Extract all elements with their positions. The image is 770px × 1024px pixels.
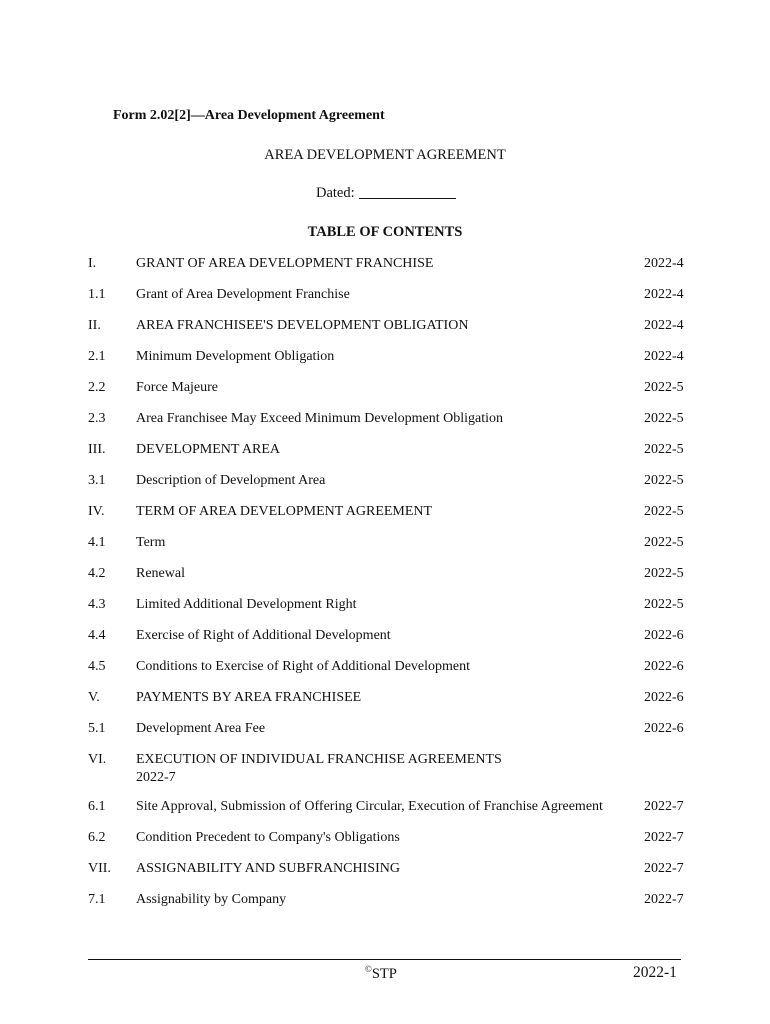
toc-entry-title: TERM OF AREA DEVELOPMENT AGREEMENT — [136, 504, 433, 519]
toc-entry-title: Renewal — [136, 566, 185, 581]
document-title: AREA DEVELOPMENT AGREEMENT — [264, 147, 506, 163]
toc-entry — [88, 534, 688, 565]
toc-entry-title: AREA FRANCHISEE'S DEVELOPMENT OBLIGATION — [136, 318, 469, 333]
toc-entry-number: 2.1 — [88, 349, 106, 364]
toc-entry-number: 4.1 — [88, 535, 106, 550]
toc-entry — [88, 891, 688, 922]
publisher-name: STP — [371, 965, 397, 982]
toc-entry — [88, 751, 688, 798]
dated-line-block — [316, 185, 456, 202]
toc-entry-number: 2.2 — [88, 380, 106, 395]
toc-entry-page: 2022-6 — [644, 721, 684, 736]
toc-entry-page: 2022-7 — [644, 861, 684, 876]
toc-entry-number: 4.5 — [88, 659, 106, 674]
dated-blank[interactable] — [359, 198, 456, 199]
toc-entry — [88, 348, 688, 379]
toc-entry — [88, 472, 688, 503]
toc-entry-page: 2022-7 — [644, 799, 684, 814]
toc-entry-title: EXECUTION OF INDIVIDUAL FRANCHISE AGREEMENTS — [136, 752, 502, 767]
toc-entry-page: 2022-5 — [644, 473, 684, 488]
toc-entry-page: 2022-4 — [644, 349, 684, 364]
toc-entry — [88, 441, 688, 472]
toc-entry-number: 2.3 — [88, 411, 106, 426]
toc-entry-page: 2022-7 — [136, 770, 176, 785]
toc-entry-number: IV. — [88, 504, 105, 519]
toc-entry-page: 2022-5 — [644, 411, 684, 426]
toc-entry-number: 6.1 — [88, 799, 106, 814]
toc-entry-page: 2022-6 — [644, 628, 684, 643]
copyright-symbol: © — [365, 964, 372, 974]
toc-entry-title: Exercise of Right of Additional Development — [136, 628, 391, 643]
toc-entry-title: Minimum Development Obligation — [136, 349, 335, 364]
toc-entry — [88, 829, 688, 860]
toc-entry-title: PAYMENTS BY AREA FRANCHISEE — [136, 690, 362, 705]
toc-entry-title: Development Area Fee — [136, 721, 266, 736]
toc-entry-number: V. — [88, 690, 100, 705]
toc-entry-page: 2022-5 — [644, 535, 684, 550]
toc-entry-number: 3.1 — [88, 473, 106, 488]
footer-publisher — [365, 964, 397, 983]
toc-entry-page: 2022-7 — [644, 830, 684, 845]
toc-entry-number: VI. — [88, 752, 107, 767]
toc-entry-number: 6.2 — [88, 830, 106, 845]
toc-entry-page: 2022-5 — [644, 504, 684, 519]
footer-divider — [88, 959, 681, 960]
toc-entry-number: 5.1 — [88, 721, 106, 736]
toc-entry — [88, 565, 688, 596]
toc-entry — [88, 798, 688, 829]
toc-entry — [88, 720, 688, 751]
toc-title: TABLE OF CONTENTS — [307, 224, 463, 240]
toc-entry-page: 2022-5 — [644, 380, 684, 395]
toc-entry-page: 2022-6 — [644, 659, 684, 674]
toc-entry-number: 7.1 — [88, 892, 106, 907]
toc-entry — [88, 860, 688, 891]
toc-entry — [88, 410, 688, 441]
toc-entry-title: Grant of Area Development Franchise — [136, 287, 350, 302]
toc-entry-title: Limited Additional Development Right — [136, 597, 357, 612]
footer-page-number: 2022-1 — [633, 964, 677, 981]
toc-entry-number: II. — [88, 318, 101, 333]
toc-entry-number: 1.1 — [88, 287, 106, 302]
toc-entry-page: 2022-5 — [644, 597, 684, 612]
toc-entry-title: Term — [136, 535, 166, 550]
toc-entry — [88, 379, 688, 410]
toc-entry-page: 2022-7 — [644, 892, 684, 907]
toc-entry-title: Site Approval, Submission of Offering Circular, Execution of Franchise Agreement — [136, 799, 603, 814]
dated-label: Dated: — [316, 185, 355, 201]
table-of-contents — [88, 255, 688, 922]
toc-entry-number: III. — [88, 442, 106, 457]
toc-entry-number: 4.4 — [88, 628, 106, 643]
toc-entry-title: ASSIGNABILITY AND SUBFRANCHISING — [136, 861, 400, 876]
toc-entry — [88, 503, 688, 534]
toc-entry-page: 2022-4 — [644, 256, 684, 271]
toc-entry — [88, 627, 688, 658]
toc-entry-number: 4.2 — [88, 566, 106, 581]
toc-entry — [88, 596, 688, 627]
toc-entry-page: 2022-5 — [644, 566, 684, 581]
toc-entry-page: 2022-4 — [644, 318, 684, 333]
toc-entry-title: GRANT OF AREA DEVELOPMENT FRANCHISE — [136, 256, 434, 271]
toc-entry-title: Area Franchisee May Exceed Minimum Development Obligation — [136, 411, 504, 426]
toc-entry — [88, 286, 688, 317]
toc-entry-title: Description of Development Area — [136, 473, 326, 488]
toc-entry-page: 2022-5 — [644, 442, 684, 457]
toc-entry-title: Force Majeure — [136, 380, 219, 395]
toc-entry-title: Conditions to Exercise of Right of Additional Development — [136, 659, 471, 674]
toc-entry-page: 2022-6 — [644, 690, 684, 705]
toc-entry-title-wrapped — [136, 751, 644, 798]
toc-entry — [88, 689, 688, 720]
toc-entry — [88, 317, 688, 348]
toc-entry — [88, 255, 688, 286]
form-title: Form 2.02[2]—Area Development Agreement — [113, 108, 385, 123]
toc-entry-number: I. — [88, 256, 97, 271]
toc-entry — [88, 658, 688, 689]
toc-entry-title: Assignability by Company — [136, 892, 287, 907]
toc-entry-title: DEVELOPMENT AREA — [136, 442, 281, 457]
toc-entry-number: VII. — [88, 861, 111, 876]
toc-entry-page: 2022-4 — [644, 287, 684, 302]
toc-entry-title: Condition Precedent to Company's Obligations — [136, 830, 400, 845]
toc-entry-number: 4.3 — [88, 597, 106, 612]
